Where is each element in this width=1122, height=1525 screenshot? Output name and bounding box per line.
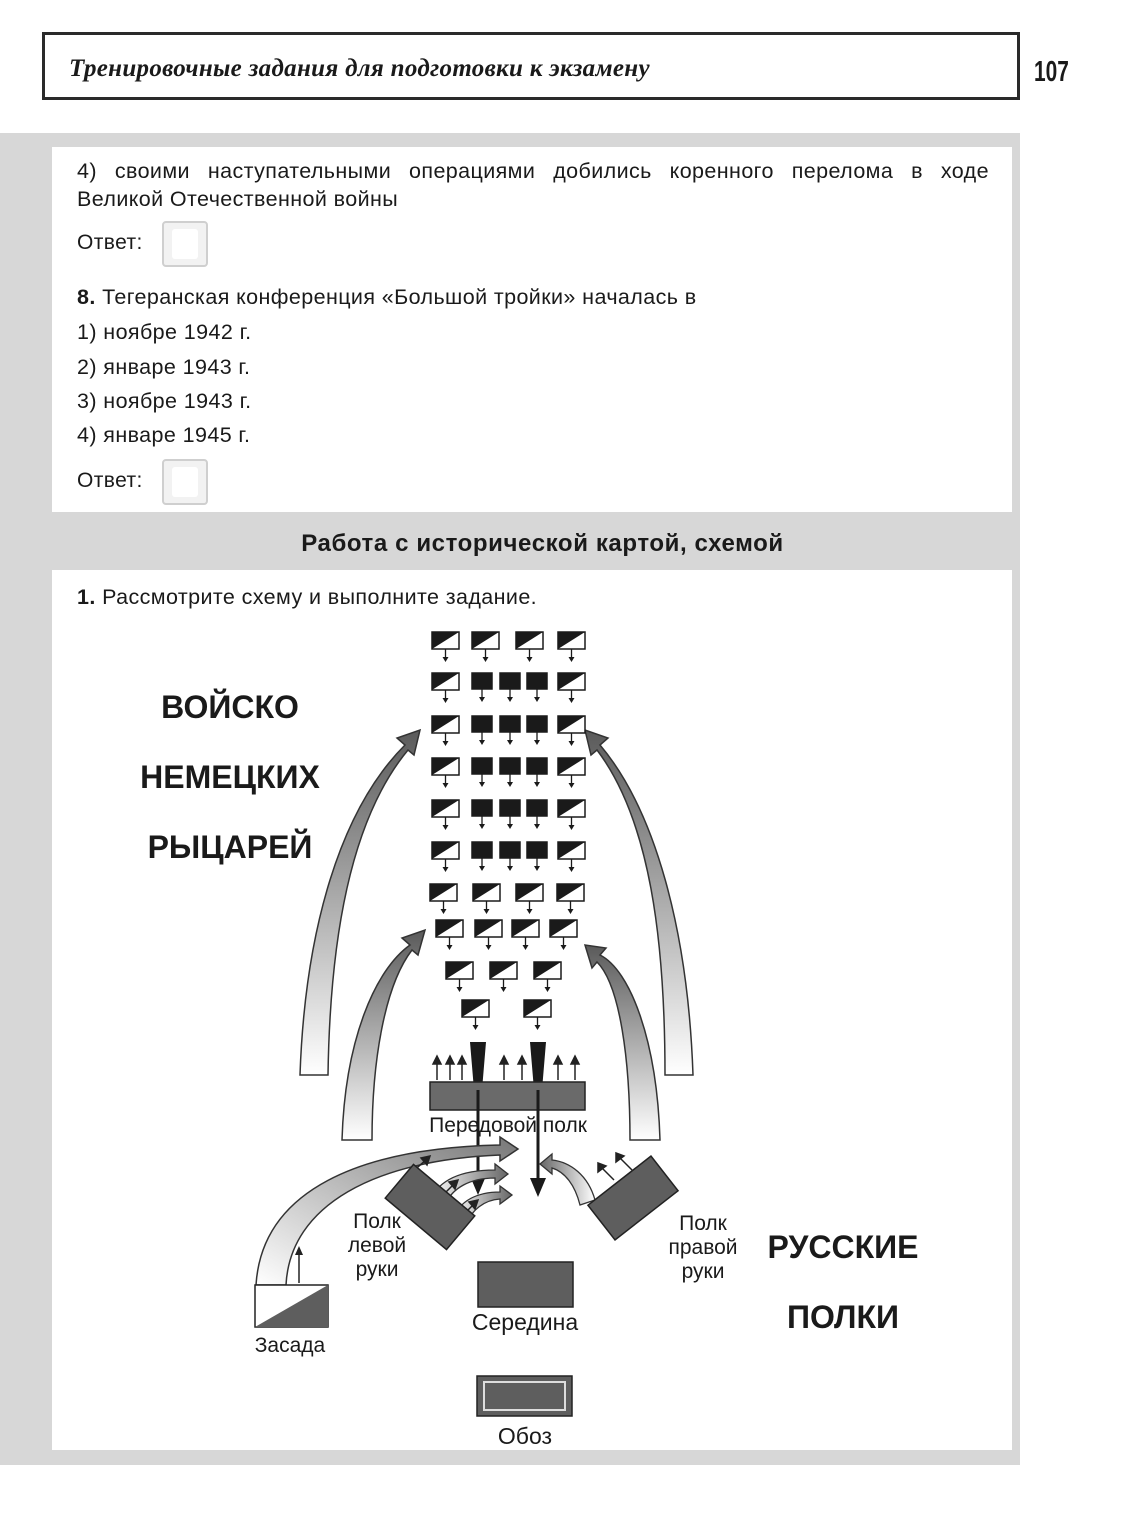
- knight-unit: [558, 632, 585, 662]
- infantry-unit: [500, 758, 520, 787]
- knight-unit: [558, 842, 585, 872]
- knight-unit: [558, 716, 585, 746]
- knight-unit: [436, 920, 463, 950]
- german-title-line2: НЕМЕЦКИХ: [140, 759, 320, 795]
- left-hand-label-line1: Полк: [353, 1210, 401, 1233]
- baggage-train: [477, 1376, 572, 1416]
- knight-unit: [446, 962, 473, 992]
- answer-label: Ответ:: [77, 469, 143, 492]
- infantry-unit: [472, 716, 492, 745]
- question8-option: 4) январе 1945 г.: [77, 423, 251, 447]
- ambush-label: Засада: [254, 1334, 326, 1357]
- knight-unit: [432, 842, 459, 872]
- baggage-label: Обоз: [497, 1423, 553, 1449]
- infantry-unit: [527, 673, 547, 702]
- page-number: 107: [1034, 56, 1069, 88]
- question8-number: 8.: [77, 285, 96, 309]
- knight-unit: [462, 1000, 489, 1030]
- left-hand-label-line2: левой: [347, 1234, 407, 1257]
- question7-option4: 4) своими наступательными операциями добились коренного перелома в ходе Великой Отечественной войны: [77, 159, 989, 211]
- knight-unit: [432, 758, 459, 788]
- infantry-unit: [500, 716, 520, 745]
- center-regiment: [478, 1262, 573, 1307]
- knight-unit: [475, 920, 502, 950]
- russian-title-line1: РУССКИЕ: [767, 1229, 919, 1265]
- envelop-arrow-right-inner: [585, 945, 660, 1140]
- center-label: Середина: [471, 1309, 579, 1335]
- right-hand-label-line1: Полк: [679, 1212, 727, 1235]
- knight-unit: [558, 673, 585, 703]
- knight-unit: [516, 884, 543, 914]
- knight-unit: [430, 884, 457, 914]
- question8-option: 1) ноябре 1942 г.: [77, 320, 252, 344]
- left-hand-label-line3: руки: [355, 1258, 399, 1281]
- german-title-line1: ВОЙСКО: [161, 689, 299, 725]
- german-title-line3: РЫЦАРЕЙ: [147, 829, 313, 865]
- vanguard-regiment: [430, 1056, 585, 1110]
- knight-unit: [512, 920, 539, 950]
- infantry-unit: [500, 673, 520, 702]
- question8-text: Тегеранская конференция «Большой тройки» началась в: [102, 285, 697, 309]
- knight-unit: [524, 1000, 551, 1030]
- german-wedge-formation: [430, 632, 585, 1030]
- knight-unit: [432, 673, 459, 703]
- right-hand-label-line2: правой: [668, 1236, 738, 1259]
- section-title: Работа с исторической картой, схемой: [301, 530, 784, 557]
- question8-option: 3) ноябре 1943 г.: [77, 389, 252, 413]
- knight-unit: [558, 800, 585, 830]
- knight-unit: [516, 632, 543, 662]
- infantry-unit: [527, 758, 547, 787]
- infantry-unit: [500, 842, 520, 871]
- infantry-unit: [472, 800, 492, 829]
- question8-option: 2) январе 1943 г.: [77, 355, 251, 379]
- knight-unit: [490, 962, 517, 992]
- envelop-arrow-left-inner: [342, 930, 425, 1140]
- knight-unit: [534, 962, 561, 992]
- right-hand-label-line3: руки: [681, 1260, 725, 1283]
- infantry-unit: [472, 673, 492, 702]
- task1-text: Рассмотрите схему и выполните задание.: [102, 585, 538, 609]
- vanguard-label: Передовой полк: [429, 1114, 587, 1137]
- knight-unit: [432, 800, 459, 830]
- russian-title-line2: ПОЛКИ: [786, 1299, 900, 1335]
- infantry-unit: [472, 842, 492, 871]
- knight-unit: [558, 758, 585, 788]
- knight-unit: [472, 632, 499, 662]
- infantry-unit: [472, 758, 492, 787]
- knight-unit: [550, 920, 577, 950]
- knight-unit: [473, 884, 500, 914]
- task1-number: 1.: [77, 585, 96, 609]
- header-title: Тренировочные задания для подготовки к экзамену: [69, 55, 650, 82]
- knight-unit: [432, 716, 459, 746]
- knight-unit: [432, 632, 459, 662]
- infantry-unit: [500, 800, 520, 829]
- answer-label: Ответ:: [77, 231, 143, 254]
- infantry-unit: [527, 842, 547, 871]
- infantry-unit: [527, 716, 547, 745]
- knight-unit: [557, 884, 584, 914]
- infantry-unit: [527, 800, 547, 829]
